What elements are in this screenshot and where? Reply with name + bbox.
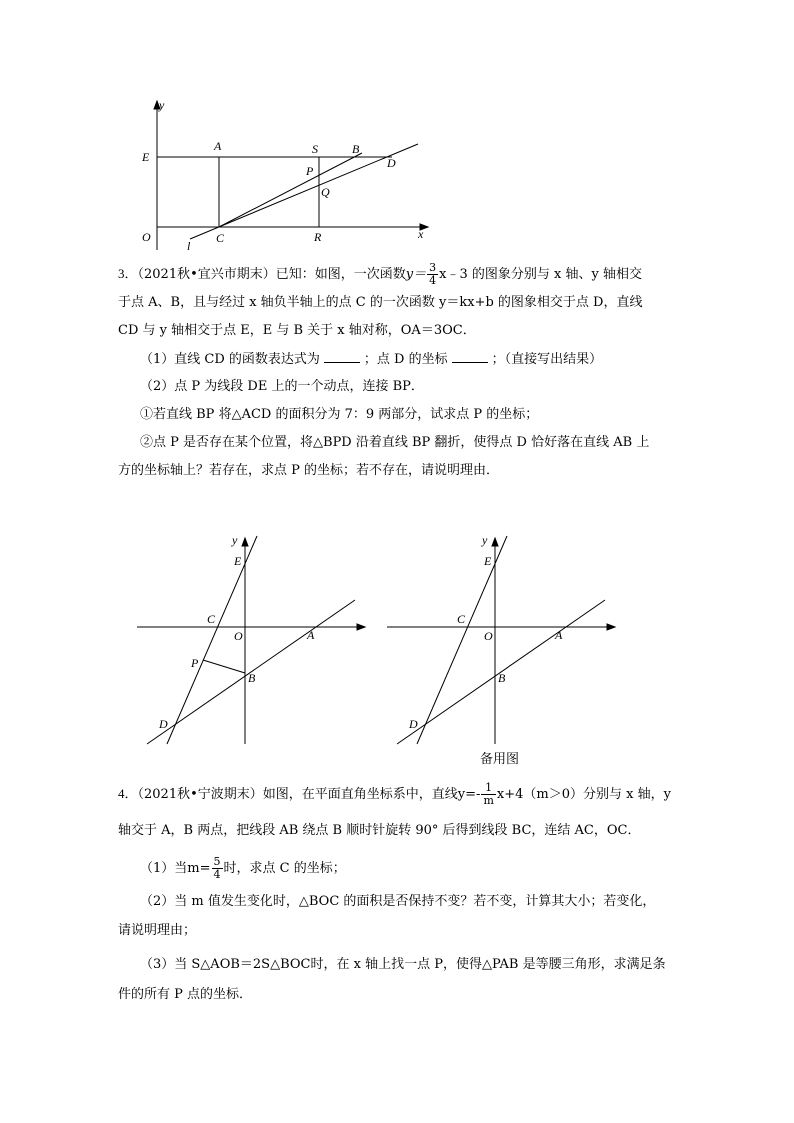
label-B: B: [248, 671, 256, 685]
label-C: C: [457, 612, 466, 626]
label-C: C: [216, 231, 225, 245]
label-y: y: [232, 533, 238, 547]
problem3-question1: （1）直线 CD 的函数表达式为 ；点 D 的坐标 ；（直接写出结果）: [140, 352, 603, 367]
problem3-question2-part2a: ②点 P 是否存在某个位置，将△BPD 沿着直线 BP 翻折，使得点 D 恰好落在直线 AB 上: [140, 435, 650, 450]
figure-3-right-backup: [385, 530, 620, 750]
label-B: B: [498, 671, 506, 685]
problem3-question2: （2）点 P 为线段 DE 上的一个动点，连接 BP．: [140, 379, 424, 394]
label-O: O: [484, 629, 493, 643]
problem4-line2: 轴交于 A，B 两点，把线段 AB 绕点 B 顺时针旋转 90° 后得到线段 BC，连结 AC，OC．: [118, 823, 641, 838]
x-axis-arrow: [607, 624, 615, 630]
problem4-line1: 4．（2021秋•宁波期末）如图，在平面直角坐标系中，直线y=- $\frac{1}{m}$ x+4（m＞0）分别与 x 轴，y: [118, 781, 671, 807]
label-y: y: [482, 533, 488, 547]
fraction-1-m: $\frac{1}{m}$: [483, 781, 494, 807]
y-axis-arrow: [492, 538, 498, 546]
line-CD: [417, 536, 507, 744]
problem3-line2: 于点 A、B，且与经过 x 轴负半轴上的点 C 的一次函数 y＝kx+b 的图象相交于点 D，直线: [118, 295, 643, 310]
problem3-line3: CD 与 y 轴相交于点 E，E 与 B 关于 x 轴对称，OA＝3OC．: [118, 323, 476, 338]
figure-3-left: [135, 530, 370, 750]
label-S: S: [312, 142, 318, 156]
label-A: A: [307, 628, 315, 642]
label-D: D: [159, 717, 168, 731]
label-E: E: [234, 554, 242, 568]
answer-blank-1[interactable]: [324, 350, 360, 363]
line-l: [190, 144, 418, 239]
figure-1-coordinate-diagram: [130, 95, 440, 255]
answer-blank-2[interactable]: [452, 350, 488, 363]
label-A: A: [214, 139, 222, 153]
label-D: D: [387, 156, 396, 170]
line-CB: [219, 153, 362, 227]
x-axis-arrow: [357, 624, 365, 630]
label-l: l: [187, 239, 191, 253]
line-CD: [167, 536, 257, 744]
problem3-line1: 3．（2021秋•宜兴市期末）已知：如图，一次函数y＝ $\frac{3}{4}$ x﹣3 的图象分别与 x 轴、y 轴相交: [118, 261, 642, 287]
label-E: E: [484, 554, 492, 568]
problem4-question3a: （3）当 S△AOB＝2S△BOC时，在 x 轴上找一点 P，使得△PAB 是等腰三角形，求满足条: [140, 957, 666, 972]
label-x: x: [418, 227, 424, 241]
fraction-3-4: $\frac{3}{4}$: [429, 261, 437, 287]
segment-PB: [203, 660, 245, 673]
backup-figure-caption: 备用图: [480, 752, 520, 767]
problem3-question2-part1: ①若直线 BP 将△ACD 的面积分为 7：9 两部分，试求点 P 的坐标；: [140, 407, 539, 422]
problem3-question2-part2b: 方的坐标轴上？若存在，求点 P 的坐标；若不存在，请说明理由．: [118, 463, 500, 478]
label-R: R: [314, 230, 322, 244]
label-E: E: [142, 150, 150, 164]
problem4-question3b: 件的所有 P 点的坐标．: [118, 987, 253, 1002]
problem4-question1: （1）当m= $\frac{5}{4}$ 时，求点 C 的坐标；: [140, 855, 346, 881]
fraction-5-4: $\frac{5}{4}$: [213, 855, 221, 881]
label-O: O: [142, 230, 151, 244]
label-P: P: [191, 656, 199, 670]
label-A: A: [555, 628, 563, 642]
problem4-question2a: （2）当 m 值发生变化时，△BOC 的面积是否保持不变？若不变，计算其大小；若变化，: [140, 894, 656, 909]
y-axis-arrow: [242, 538, 248, 546]
label-P: P: [306, 164, 314, 178]
label-C: C: [207, 612, 216, 626]
label-D: D: [409, 717, 418, 731]
label-y: y: [159, 98, 165, 112]
label-B: B: [352, 142, 360, 156]
label-O: O: [234, 629, 243, 643]
problem4-question2b: 请说明理由；: [118, 923, 197, 938]
label-Q: Q: [321, 185, 330, 199]
